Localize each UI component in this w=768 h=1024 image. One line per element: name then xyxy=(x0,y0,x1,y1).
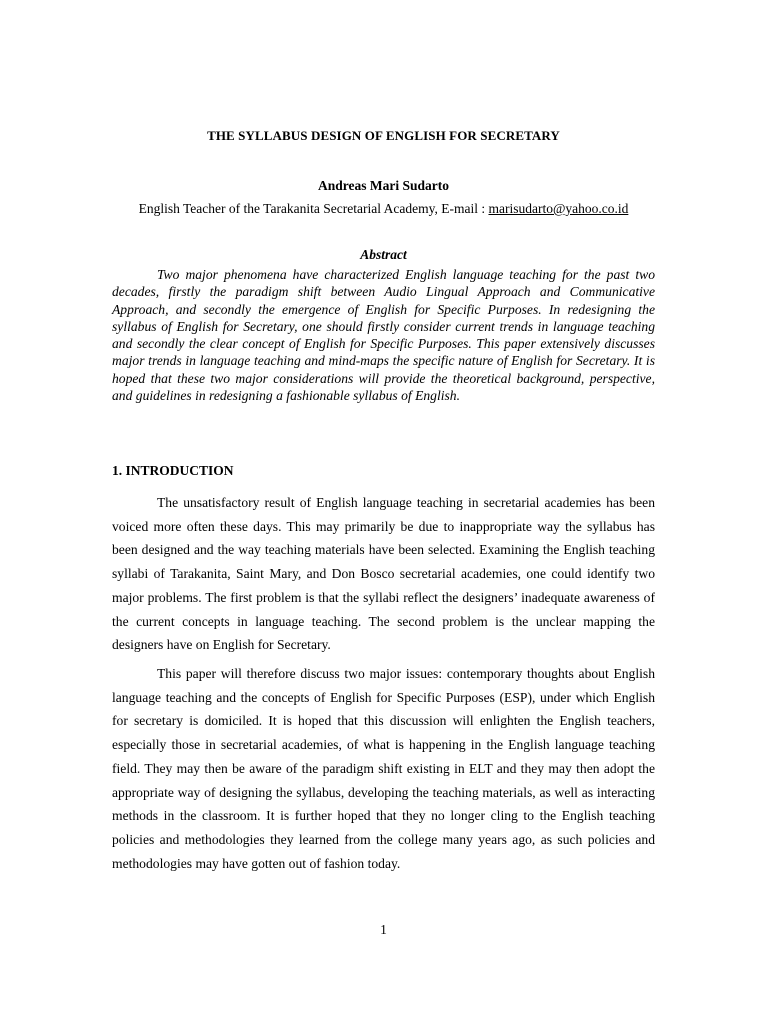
author-affiliation xyxy=(112,201,655,217)
email-link[interactable]: marisudarto@yahoo.co.id xyxy=(488,201,629,216)
paper-title: THE SYLLABUS DESIGN OF ENGLISH FOR SECRETARY xyxy=(207,128,560,143)
affiliation-text: English Teacher of the Tarakanita Secretarial Academy, E-mail : xyxy=(138,201,489,216)
document-page xyxy=(112,0,655,1024)
body-paragraph: The unsatisfactory result of English language teaching in secretarial academies has been voiced more often these days. This may primarily be due to inappropriate way the syllabus has been designed and the way teaching materials have been selected. Examining the English teaching syllabi of Tarakanita, Saint Mary, and Don Bosco secretarial academies, one could identify two major problems. The first problem is that the syllabi reflect the designers’ inadequate awareness of the current concepts in language teaching. The second problem is the unclear mapping the designers have on English for Secretary. xyxy=(112,495,655,653)
abstract-text: Two major phenomena have characterized English language teaching for the past two decades, firstly the paradigm shift between Audio Lingual Approach and Communicative Approach, and secondly the emergence of English for Specific Purposes. In redesigning the syllabus of English for Secretary, one should firstly consider current trends in language teaching and secondly the clear concept of English for Specific Purposes. This paper extensively discusses major trends in language teaching and mind-maps the specific nature of English for Secretary. It is hoped that these two major considerations will provide the theoretical background, perspective, and guidelines in redesigning a fashionable syllabus of English. xyxy=(112,267,655,404)
abstract-heading: Abstract xyxy=(360,247,407,262)
page-number: 1 xyxy=(380,922,387,937)
author-name: Andreas Mari Sudarto xyxy=(317,178,449,193)
body-paragraph: This paper will therefore discuss two major issues: contemporary thoughts about English language teaching and the concepts of English for Specific Purposes (ESP), under which English for secretary is domiciled. It is hoped that this discussion will enlighten the English teachers, especially those in secretarial academies, of what is happening in the English language teaching field. They may then be aware of the paradigm shift existing in ELT and they may then adopt the appropriate way of designing the syllabus, developing the teaching materials, as well as interacting methods in the classroom. It is further hoped that they no longer cling to the English teaching policies and methodologies they learned from the college many years ago, as such policies and methodologies may have gotten out of fashion today. xyxy=(112,666,655,871)
section-heading-introduction: 1. INTRODUCTION xyxy=(112,463,234,478)
